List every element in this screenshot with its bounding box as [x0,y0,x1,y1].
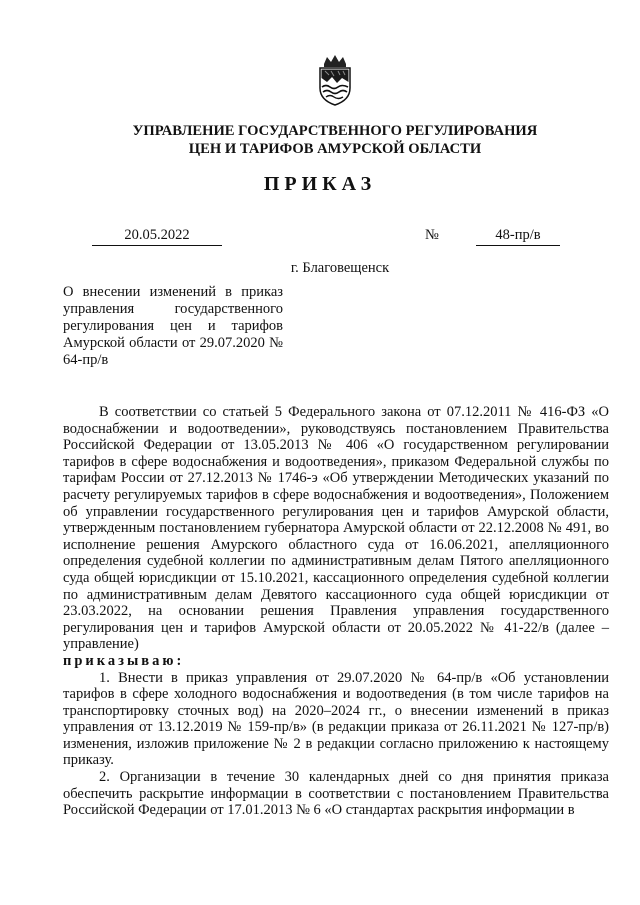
organization-name [80,122,590,158]
item-1-paragraph: 1. Внести в приказ управления от 29.07.2020 № 64-пр/в «Об установлении тарифов в сфере холодного водоснабжения и водоотведения (в том числе тарифов на транспортировку сточных вод) на 2020–2024 гг., о внесении изменений в приказ управления от 13.12.2019 № 159-пр/в» (в редакции приказа от 26.11.2021 № 127-пр/в) изменения, изложив приложение № 2 в редакции согласно приложению к настоящему приказу. [63,669,609,769]
organization-name-line2: ЦЕН И ТАРИФОВ АМУРСКОЙ ОБЛАСТИ [188,141,482,157]
number-sign: № [425,227,439,243]
amur-region-coat-of-arms-icon [315,54,355,106]
document-body [63,404,609,819]
preamble-paragraph: В соответствии со статьей 5 Федерального закона от 07.12.2011 № 416-ФЗ «О водоснабжении и водоотведении», руководствуясь постановлением Правительства Российской Федерации от 13.05.2013 № 406 «О государственном регулировании тарифов в сфере водоснабжения и водоотведения», приказом Федеральной службы по тарифам России от 27.12.2013 № 1746-э «Об утверждении Методических указаний по расчету регулируемых тарифов в сфере водоснабжения и водоотведения», Положением об управлении государственного регулирования цен и тарифов Амурской области, утвержденным постановлением губернатора Амурской области от 22.12.2008 № 491, во исполнение решения Амурского областного суда от 16.06.2021, апелляционного определения судебной коллегии по административным делам Пятого апелляционного суда общей юрисдикции от 15.10.2021, кассационного определения судебной коллегии по административным делам Девятого кассационного суда общей юрисдикции от 23.03.2022, на основании решения Правления управления государственного регулирования цен и тарифов Амурской области от 20.05.2022 № 41-22/в (далее – управление) [63,404,609,653]
organization-name-line1: УПРАВЛЕНИЕ ГОСУДАРСТВЕННОГО РЕГУЛИРОВАНИЯ [132,123,538,139]
document-number: 48-пр/в [476,226,560,246]
item-2-paragraph: 2. Организации в течение 30 календарных дней со дня принятия приказа обеспечить раскрытие информации в соответствии с постановлением Правительства Российской Федерации от 17.01.2013 № 6 «О стандартах раскрытия информации в [63,769,609,819]
document-subject: О внесении изменений в приказ управления государственного регулирования цен и тарифов Амурской области от 29.07.2020 № 64-пр/в [63,284,283,368]
decree-word: приказываю: [63,652,185,669]
document-city: г. Благовещенск [290,260,390,276]
document-date: 20.05.2022 [92,226,222,246]
document-type-title: ПРИКАЗ [263,173,377,195]
